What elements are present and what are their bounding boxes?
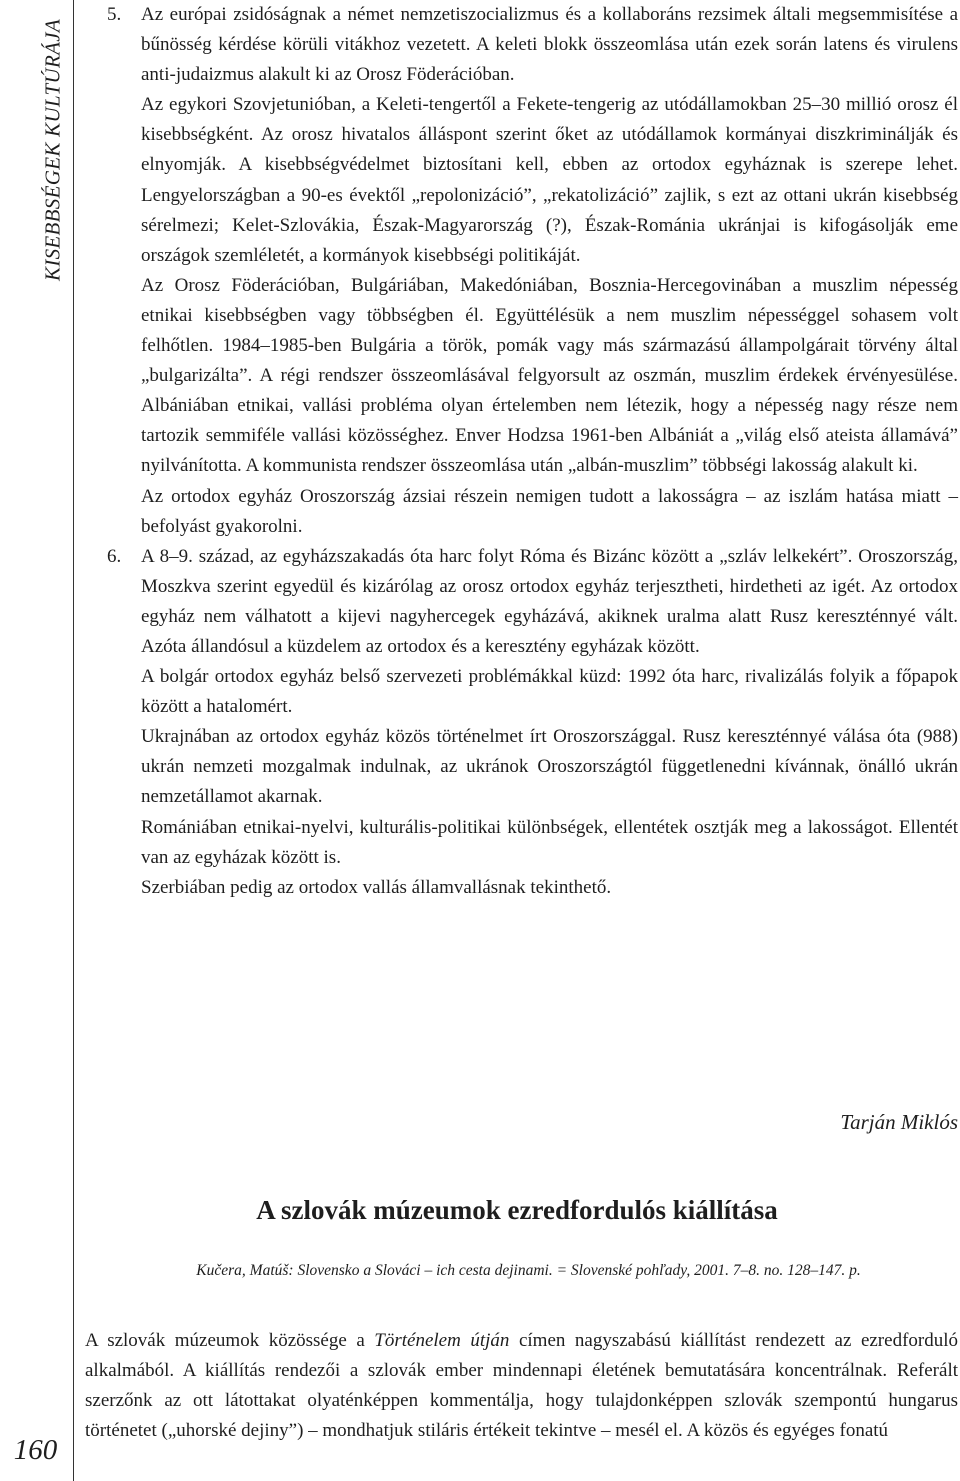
- notes-body: [107, 0, 958, 903]
- intro-text-rest: címen nagyszabású kiállítást rendezett az ezredforduló alkalmából. A kiállítás rendezői a szlovák ember mindennapi életének bemutatására koncentrálnak. Referált szerzőnk az ott látottakat olyaténképpen kommentálja, hogy tulajdonképpen szlovák szempontú hungarus történetet („uhorské dejiny”) – mondhatjuk stiláris értékeit tekintve – mesél el. A közös és egyéges fonatú: [85, 1330, 958, 1442]
- running-header: [38, 0, 68, 300]
- paragraph: Romániában etnikai-nyelvi, kulturális-politikai különbségek, ellentétek osztják meg a lakosságot. Ellentét van az egyházak között is.: [141, 816, 958, 868]
- note-content: [141, 0, 958, 542]
- paragraph: A bolgár ortodox egyház belső szervezeti problémákkal küzd: 1992 óta harc, rivalizálás folyik a főpapok között a hatalomért.: [141, 666, 958, 718]
- author-signature: Tarján Miklós: [840, 1110, 958, 1134]
- vertical-rule: [73, 0, 74, 1481]
- paragraph: Az ortodox egyház Oroszország ázsiai részein nemigen tudott a lakosságra – az iszlám hatása miatt – befolyást gyakorolni.: [141, 485, 958, 537]
- exhibition-title: Történelem útján: [374, 1330, 510, 1351]
- note-number: 5.: [107, 4, 122, 25]
- note-number: 6.: [107, 545, 122, 567]
- intro-text-start: A szlovák múzeumok közössége a: [85, 1330, 375, 1351]
- note-item-5: [107, 0, 958, 542]
- page-number: 160: [13, 1434, 58, 1466]
- bibliographic-reference: Kučera, Matúš: Slovensko a Slováci – ich cesta dejinami. = Slovenské pohľady, 2001. 7–8. no. 128–147. p.: [196, 1262, 861, 1279]
- paragraph: Az egykori Szovjetunióban, a Keleti-tengertől a Fekete-tengerig az utódállamokban 25–30 millió orosz él kisebbségként. Az orosz hivatalos álláspont szerint őket az utódállamok kormányai diszkriminálják és elnyomják. A kisebbségvédelmet biztosítani kell, ebben az ortodox egyháznak is szerepe lehet. Lengyelországban a 90-es évektől „repolonizáció”, „rekatolizáció” zajlik, s ezt az ottani ukrán kisebbség sérelmezi; Kelet-Szlovákia, Észak-Magyarország (?), Észak-Románia ukránjai is kifogásolják eme országok szemléletét, a kormányok kisebbségi politikáját.: [141, 94, 958, 266]
- paragraph: Ukrajnában az ortodox egyház közös történelmet írt Oroszországgal. Rusz kereszténnyé válása óta (988) ukrán nemzeti mozgalmak indulnak, az ukránok Oroszországtól függetlenedni kívánnak, önálló ukrán nemzetállamot akarnak.: [141, 726, 958, 808]
- paragraph: Az Orosz Föderációban, Bulgáriában, Makedóniában, Bosznia-Hercegovinában a muszlim népesség etnikai kisebbségben vagy többségben él. Együttélésük a nem muszlim népességgel sohasem volt felhőtlen. 1984–1985-ben Bulgária a török, pomák vagy más származású állampolgárait törvény által „bulgarizálta”. A régi rendszer összeomlásával felgyorsult az oszmán, muszlim érdekek érvényesülése. Albániában etnikai, vallási probléma olyan értelemben nem létezik, hogy a népesség nagy része nem tartozik semmiféle vallási közösséghez. Enver Hodzsa 1961-ben Albániát a „világ első ateista államává” nyilvánította. A kommunista rendszer összeomlása után „albán-muszlim” többségi lakosság alakult ki.: [141, 274, 958, 477]
- paragraph: Szerbiában pedig az ortodox vallás államvallásnak tekinthető.: [141, 876, 612, 898]
- running-header-text: KISEBBSÉGEK KULTÚRÁJA: [40, 19, 65, 281]
- article-intro: [85, 1326, 958, 1446]
- article-title: A szlovák múzeumok ezredfordulós kiállítása: [256, 1195, 778, 1225]
- note-content: [141, 542, 958, 903]
- note-item-6: [107, 542, 958, 903]
- paragraph: A 8–9. század, az egyházszakadás óta harc folyt Róma és Bizánc között a „szláv lelkekért”. Oroszország, Moszkva szerint egyedül és kizárólag az orosz ortodox egyház terjesztheti, hirdetheti az igét. Az ortodox egyház nem válhatott a kijevi nagyhercegek egyházává, akiknek uralma alatt Rusz kereszténnyé vált. Azóta állandósul a küzdelem az ortodox és a keresztény egyházak között.: [141, 545, 958, 657]
- paragraph: Az európai zsidóságnak a német nemzetiszocializmus és a kollaboráns rezsimek általi megsemmisítése a bűnösség kérdése körüli vitákhoz vezetett. A keleti blokk összeomlása után ezek során latens és virulens anti-judaizmus alakult ki az Orosz Föderációban.: [141, 4, 958, 86]
